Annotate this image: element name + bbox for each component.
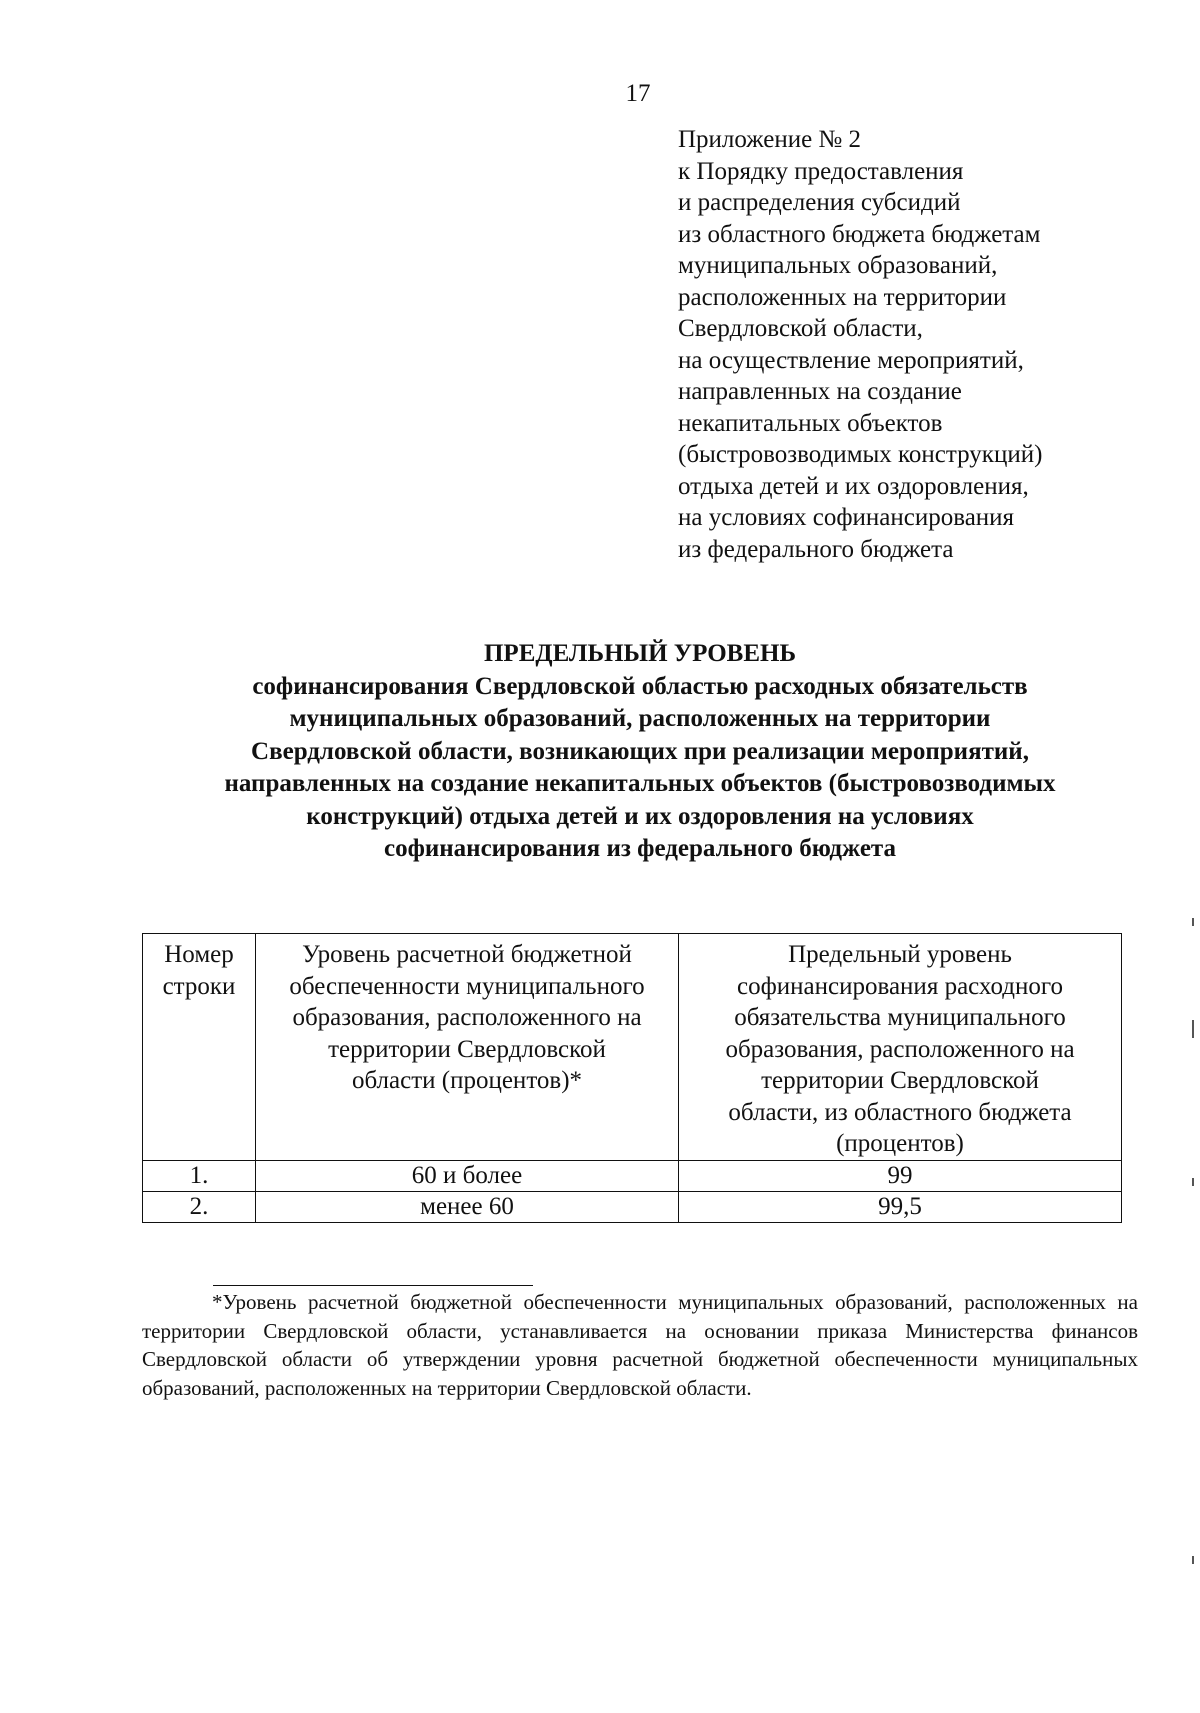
budget-level-cell: менее 60 <box>256 1191 679 1222</box>
appendix-line: направленных на создание <box>678 378 962 405</box>
appendix-block <box>678 124 1178 565</box>
appendix-line: Свердловской области, <box>678 315 923 342</box>
appendix-line: муниципальных образований, <box>678 252 998 279</box>
row-number-cell: 1. <box>143 1160 256 1191</box>
heading-line: софинансирования из федерального бюджета <box>383 835 897 862</box>
header-budget-level: Уровень расчетной бюджетной обеспеченности муниципального образования, расположенного на территории Свердловской области (процентов)* <box>256 934 679 1161</box>
table-row <box>143 1160 1122 1191</box>
scan-artifact <box>1192 1178 1194 1186</box>
heading-line: муниципальных образований, расположенных на территории <box>289 705 991 732</box>
heading-line: Свердловской области, возникающих при реализации мероприятий, <box>251 737 1029 765</box>
cofinancing-cell: 99 <box>679 1160 1122 1191</box>
appendix-line: на осуществление мероприятий, <box>678 346 1024 374</box>
page-number: 17 <box>625 80 651 107</box>
budget-level-cell: 60 и более <box>256 1160 679 1191</box>
appendix-line: и распределения субсидий <box>678 189 961 216</box>
appendix-line: Приложение № 2 <box>678 126 862 153</box>
appendix-line: расположенных на территории <box>678 283 1007 311</box>
document-heading <box>140 638 1140 866</box>
header-max-cofinancing: Предельный уровень софинансирования расходного обязательства муниципального образования, расположенного на территории Свердловской области, из областного бюджета (процентов) <box>679 934 1122 1161</box>
scan-artifact <box>1192 918 1194 926</box>
appendix-line: из областного бюджета бюджетам <box>678 220 1041 248</box>
footnote-separator <box>213 1285 533 1286</box>
heading-title: ПРЕДЕЛЬНЫЙ УРОВЕНЬ <box>483 640 797 667</box>
cofinancing-cell: 99,5 <box>679 1191 1122 1222</box>
appendix-line: из федерального бюджета <box>678 535 954 563</box>
scan-artifact <box>1192 1556 1194 1564</box>
header-row-number: Номер строки <box>143 934 256 1161</box>
scan-artifact <box>1192 1020 1194 1038</box>
appendix-line: некапитальных объектов <box>678 409 943 437</box>
table-header-row <box>143 934 1122 1161</box>
heading-line: направленных на создание некапитальных объектов (быстровозводимых <box>224 770 1056 797</box>
appendix-line: отдыха детей и их оздоровления, <box>678 472 1029 500</box>
footnote-text: *Уровень расчетной бюджетной обеспеченности муниципальных образований, расположенных на территории Свердловской области, устанавливается на основании приказа Министерства финансов Свердловской области об утверждении уровня расчетной бюджетной обеспеченности муниципальных образований, расположенных на территории Свердловской области. <box>142 1290 1138 1400</box>
appendix-line: к Порядку предоставления <box>678 157 964 185</box>
appendix-line: (быстровозводимых конструкций) <box>678 441 1043 468</box>
row-number-cell: 2. <box>143 1191 256 1222</box>
table-row <box>143 1191 1122 1222</box>
appendix-line: на условиях софинансирования <box>678 504 1015 531</box>
heading-line: конструкций) отдыха детей и их оздоровления на условиях <box>306 802 974 830</box>
heading-line: софинансирования Свердловской областью расходных обязательств <box>252 672 1028 700</box>
cofinancing-table <box>142 933 1122 1223</box>
